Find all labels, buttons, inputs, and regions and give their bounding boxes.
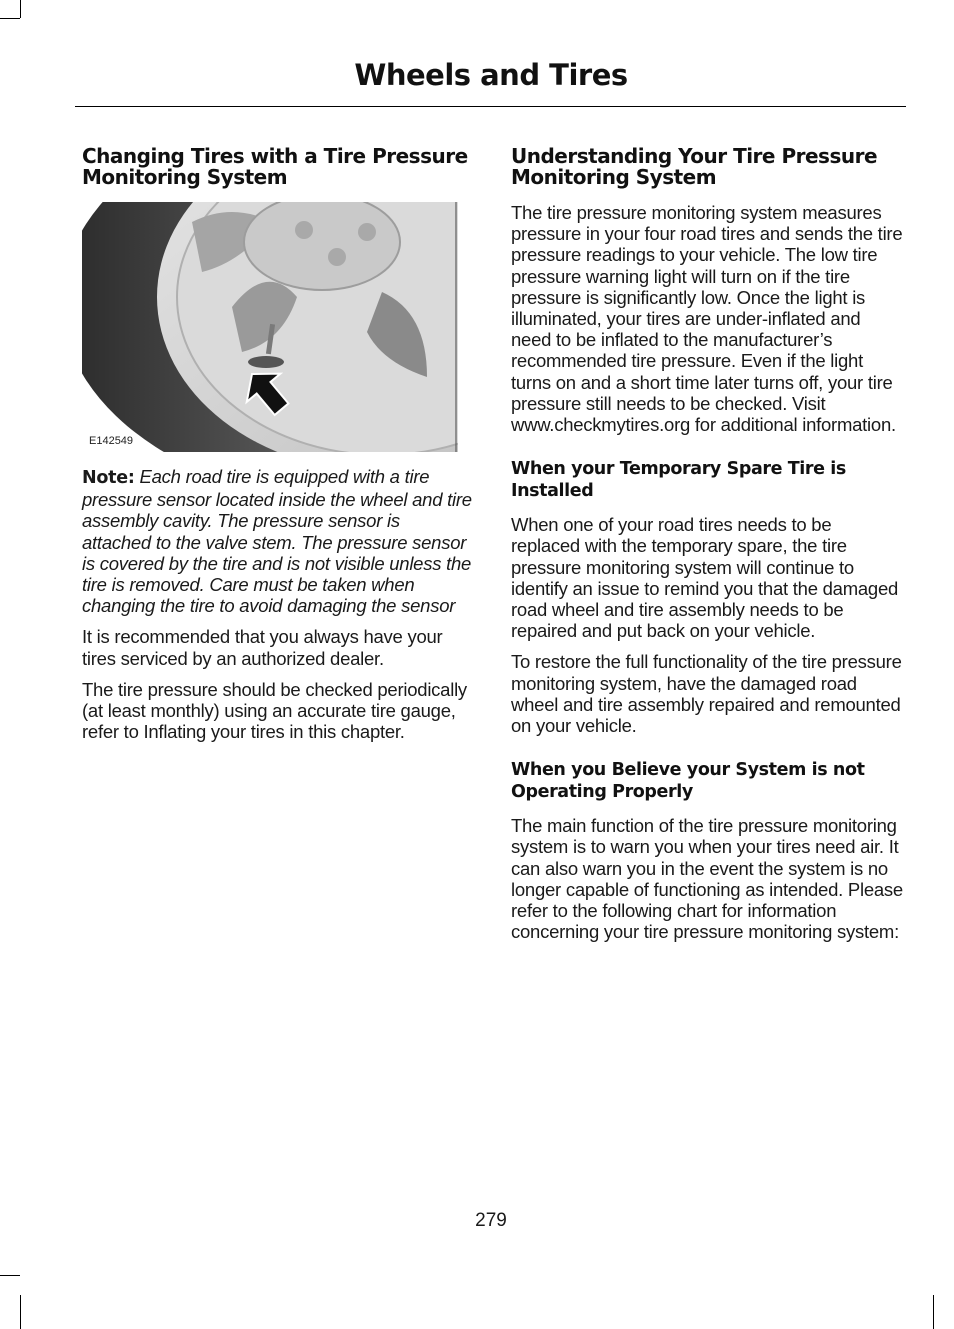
body-paragraph: The tire pressure should be checked periodically (at least monthly) using an accurate tire gauge, refer to Inflating your tires in this chapter. [82, 678, 467, 743]
wheel-illustration [82, 202, 458, 452]
left-column [82, 146, 472, 752]
crop-mark [0, 1275, 20, 1276]
body-paragraph: The main function of the tire pressure monitoring system is to warn you when your tires need air. It can also warn you in the event the system is no longer capable of functioning as intended. Please refer to the following chart for information concerning your tire pressure monitoring system: [511, 815, 903, 943]
right-column [511, 146, 903, 952]
body-paragraph: When one of your road tires needs to be replaced with the temporary spare, the tire pressure monitoring system will continue to identify an issue to remind you that the damaged road wheel and tire assembly needs to be repaired and put back on your vehicle. [511, 514, 899, 642]
body-paragraph: The tire pressure monitoring system measures pressure in your four road tires and sends the tire pressure readings to your vehicle. The low tire pressure warning light will turn on if the tire pressure is significantly low. Once the light is illuminated, your tires are under-inflated and need to be inflated to the manufacturer’s recommended tire pressure. Even if the light turns on and a short time later turns off, your tire pressure still needs to be checked. Visit www.checkmytires.org for additional information. [511, 202, 903, 436]
section-heading-changing-tires: Changing Tires with a Tire Pressure Monitoring System [82, 144, 468, 189]
note-text: Each road tire is equipped with a tire pressure sensor located inside the wheel and tire assembly cavity. The pressure sensor is attached to the valve stem. The pressure sensor is covered by the tire and is not visible unless the tire is removed. Care must be taken when changing the tire to avoid damaging the sensor [82, 466, 472, 617]
page-title: Wheels and Tires [354, 58, 628, 92]
crop-mark [20, 1295, 21, 1329]
crop-mark [0, 18, 20, 19]
note-label: Note: [82, 468, 135, 488]
crop-mark [20, 0, 21, 18]
subheading-system-not-operating: When you Believe your System is not Operating Properly [511, 760, 865, 802]
crop-mark [933, 1295, 934, 1329]
title-divider [75, 106, 906, 107]
section-heading-understanding-tpms: Understanding Your Tire Pressure Monitoring System [511, 144, 878, 189]
note-paragraph [82, 466, 472, 616]
tire-valve-figure [82, 202, 458, 452]
page-number: 279 [475, 1210, 507, 1231]
subheading-temporary-spare: When your Temporary Spare Tire is Installed [511, 459, 846, 501]
figure-code: E142549 [89, 435, 134, 447]
body-paragraph: To restore the full functionality of the tire pressure monitoring system, have the damaged road wheel and tire assembly repaired and remounted on your vehicle. [511, 651, 902, 737]
body-paragraph: It is recommended that you always have your tires serviced by an authorized dealer. [82, 626, 443, 669]
